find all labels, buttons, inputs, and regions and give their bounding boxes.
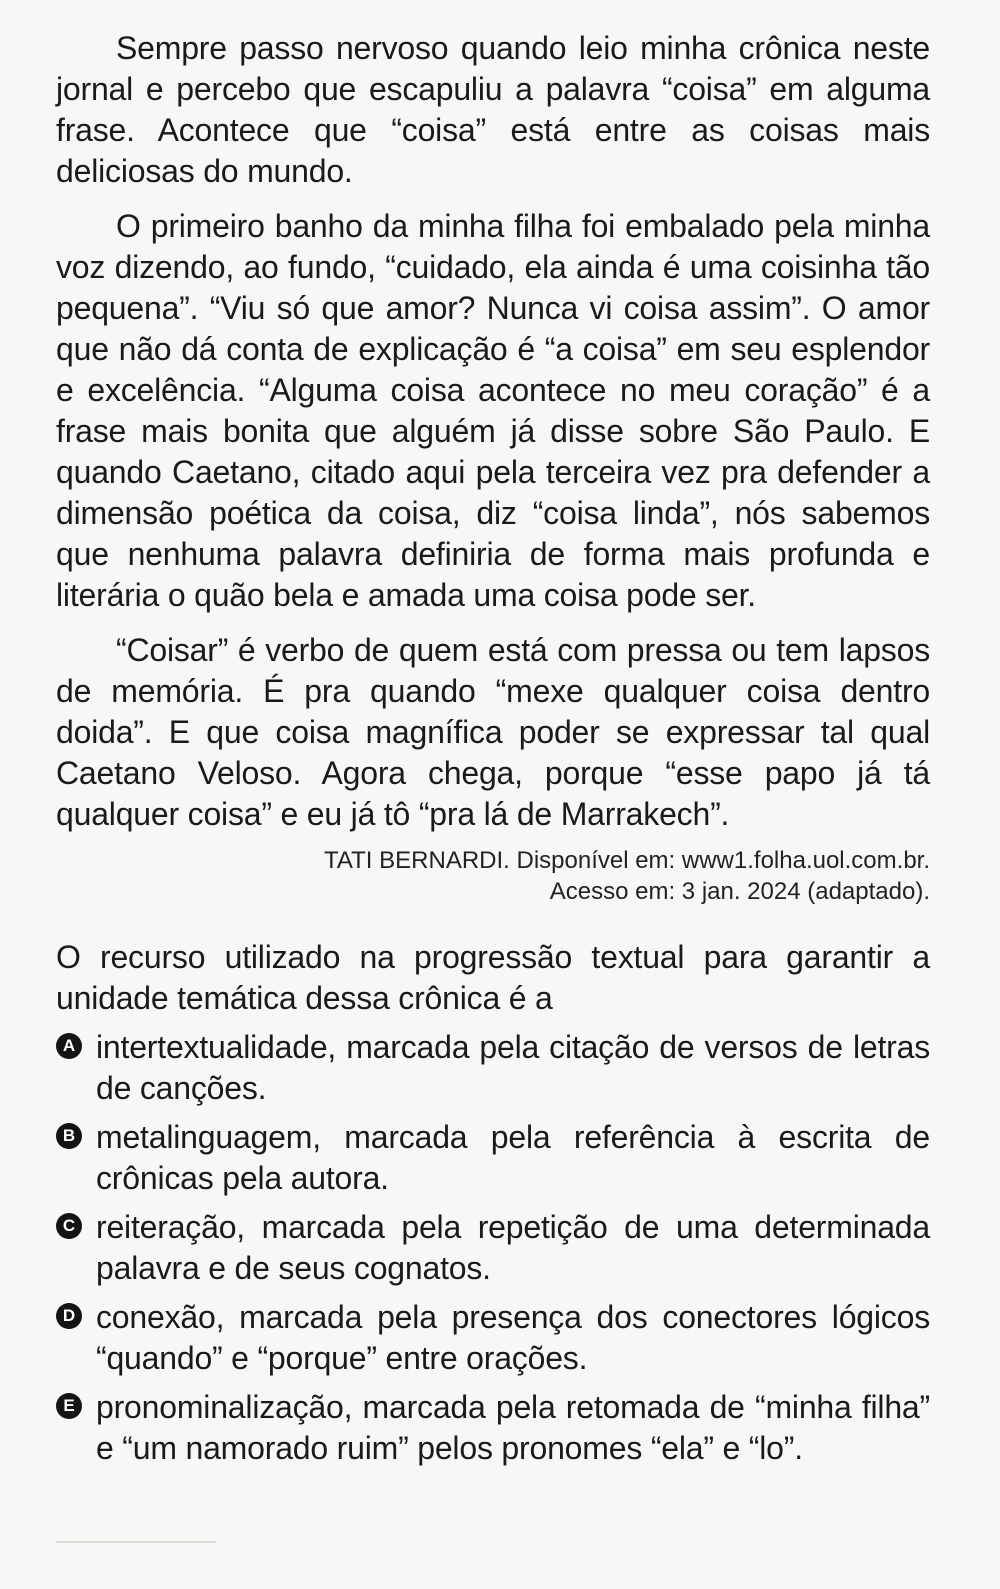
chronicle-text (56, 28, 930, 835)
option-b-text: metalinguagem, marcada pela referência à escrita de crônicas pela autora. (96, 1119, 930, 1196)
option-e[interactable] (56, 1387, 930, 1469)
answer-options (56, 1027, 930, 1469)
option-b[interactable] (56, 1117, 930, 1199)
bottom-divider (56, 1541, 216, 1543)
option-c-letter-badge: C (56, 1213, 82, 1239)
option-a-letter-badge: A (56, 1033, 82, 1059)
option-a-text: intertextualidade, marcada pela citação de versos de letras de canções. (96, 1029, 930, 1106)
paragraph-1: Sempre passo nervoso quando leio minha crônica neste jornal e percebo que escapuliu a palavra “coisa” em alguma frase. Acontece que “coisa” está entre as coisas mais deliciosas do mundo. (56, 30, 930, 189)
question-stem: O recurso utilizado na progressão textual para garantir a unidade temática dessa crônica é a (56, 939, 930, 1016)
source-citation (56, 845, 930, 907)
option-d-letter-badge: D (56, 1303, 82, 1329)
option-c[interactable] (56, 1207, 930, 1289)
paragraph-3: “Coisar” é verbo de quem está com pressa ou tem lapsos de memória. É pra quando “mexe qualquer coisa dentro doida”. E que coisa magnífica poder se expressar tal qual Caetano Veloso. Agora chega, porque “esse papo já tá qualquer coisa” e eu já tô “pra lá de Marrakech”. (56, 632, 930, 832)
source-line-1: TATI BERNARDI. Disponível em: www1.folha.uol.com.br. (324, 847, 930, 874)
option-e-text: pronominalização, marcada pela retomada de “minha filha” e “um namorado ruim” pelos pronomes “ela” e “lo”. (96, 1389, 930, 1466)
option-a[interactable] (56, 1027, 930, 1109)
option-b-letter-badge: B (56, 1123, 82, 1149)
paragraph-2: O primeiro banho da minha filha foi embalado pela minha voz dizendo, ao fundo, “cuidado, ela ainda é uma coisinha tão pequena”. “Viu só que amor? Nunca vi coisa assim”. O amor que não dá conta de explicação é “a coisa” em seu esplendor e excelência. “Alguma coisa acontece no meu coração” é a frase mais bonita que alguém já disse sobre São Paulo. E quando Caetano, citado aqui pela terceira vez pra defender a dimensão poética da coisa, diz “coisa linda”, nós sabemos que nenhuma palavra definiria de forma mais profunda e literária o quão bela e amada uma coisa pode ser. (56, 208, 930, 613)
option-c-text: reiteração, marcada pela repetição de uma determinada palavra e de seus cognatos. (96, 1209, 930, 1286)
source-line-2: Acesso em: 3 jan. 2024 (adaptado). (549, 878, 930, 905)
option-e-letter-badge: E (56, 1393, 82, 1419)
option-d-text: conexão, marcada pela presença dos conectores lógicos “quando” e “porque” entre orações. (96, 1299, 930, 1376)
option-d[interactable] (56, 1297, 930, 1379)
